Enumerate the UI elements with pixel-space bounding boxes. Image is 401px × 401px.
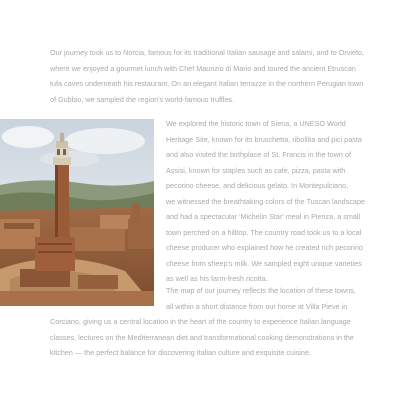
map-paragraph-full: [50, 314, 354, 361]
map-line: The map of our journey reflects the location of these towns,: [166, 286, 356, 295]
siena-line: and had a spectacular 'Michelin Star' meal in Pienza, a small: [166, 212, 361, 221]
siena-line: We explored the historic town of Siena, a UNESO World: [166, 119, 346, 128]
map-line: Corciano, giving us a central location in the heart of the country to experience Italian language: [50, 317, 351, 326]
intro-line: Our journey took us to Norcia, famous for its traditional Italian sausage and salami, and to Orvieto,: [50, 48, 365, 57]
intro-line: of Gubbio, we sampled the region's world-famous truffles.: [50, 94, 235, 104]
intro-line: tufa caves underneath his restaurant. On an elegant Italian terrazze in the northern Perugian town: [50, 79, 364, 88]
intro-paragraph: [50, 45, 364, 107]
siena-line: Assisi, known for staples such as cafe, pizza, pasta with: [166, 165, 346, 175]
siena-line: and also visited the birthplace of St. Francis in the town of: [166, 150, 351, 159]
map-line: all within a short distance from our home at Villa Pieve in: [166, 301, 348, 311]
siena-line: pecorino cheese, and delicious gelato. In Montepulciano,: [166, 181, 349, 190]
map-paragraph-indent: [166, 283, 356, 314]
map-line: classes, lectures on the Mediterranean diet and transformational cooking demonstrations in the: [50, 332, 354, 342]
siena-paragraph: [166, 116, 365, 287]
intro-line: where we enjoyed a gourmet lunch with Chef Maurizio di Mario and toured the ancient Etruscan: [50, 63, 356, 73]
siena-photo: [0, 119, 154, 306]
siena-line: cheese producer who explained how he created rich pecorino: [166, 243, 363, 252]
map-line: kitchen — the perfect balance for discovering Italian culture and exquisite cuisine.: [50, 348, 311, 357]
siena-line: we witnessed the breathtaking colors of the Tuscan landscape: [166, 196, 365, 206]
siena-line: as well as his farm-fresh ricotta.: [166, 274, 268, 283]
siena-line: town perched on a hilltop. The country road took us to a local: [166, 227, 362, 237]
siena-line: cheese from sheep's milk. We sampled eight unique varieties: [166, 258, 362, 268]
siena-line: Heritage Site, known for its bruschetta, ribollita and pici pasta: [166, 134, 362, 144]
